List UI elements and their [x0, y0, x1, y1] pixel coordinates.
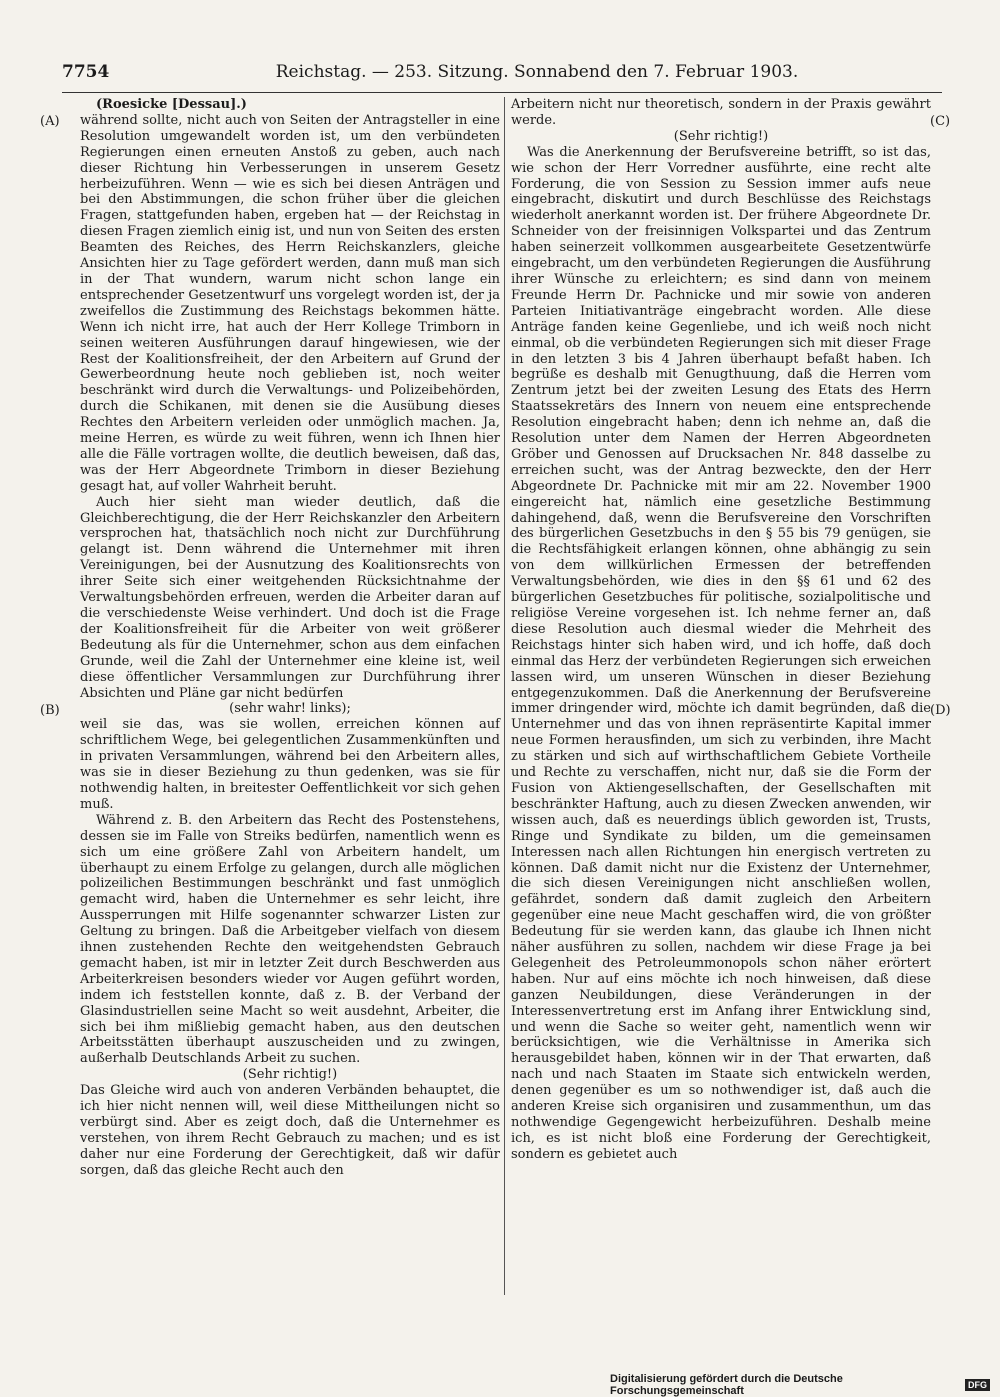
paragraph: weil sie das, was sie wollen, erreichen können auf schriftlichem Wege, bei gelegentlichen Zusammenkünften und in privaten Versammlungen, während bei den Arbeitern alles, was sie in dieser Beziehung zu thun gedenken, was sie für nothwendig halten, in breitester Oeffentlichkeit vor sich gehen muß.: [80, 717, 500, 812]
interjection: (Sehr richtig!): [673, 128, 769, 144]
interjection: (Sehr richtig!): [242, 1067, 338, 1083]
paragraph: Während z. B. den Arbeitern das Recht des Postenstehens, dessen sie im Falle von Streiks bedürfen, namentlich wenn es sich um eine größere Zahl von Arbeitern handelt, um überhaupt zu einem Erfolge zu gelangen, durch alle möglichen polizeilichen Bestimmungen beschränkt und fast unmöglich gemacht wird, haben die Unternehmer es sehr leicht, ihre Aussperrungen mit Hilfe sogenannter schwarzer Listen zur Geltung zu bringen. Daß die Arbeitgeber vielfach von diesem ihnen zustehenden Rechte den weitgehendsten Gebrauch gemacht haben, ist mir in letzter Zeit durch Beschwerden aus Arbeiterkreisen besonders wieder vor Augen geführt worden, indem ich feststellen konnte, daß z. B. der Verband der Glasindustriellen seine Macht so weit ausdehnt, Arbeiter, die sich bei ihm mißliebig gemacht haben, aus den deutschen Arbeitsstätten überhaupt auszuscheiden und zu zwingen, außerhalb Deutschlands Arbeit zu suchen.: [80, 812, 500, 1067]
margin-marker-d: (D): [930, 703, 951, 718]
left-column: [80, 97, 500, 1179]
right-column: [511, 97, 931, 1163]
margin-marker-a: (A): [40, 114, 60, 129]
footer-credit: Digitalisierung gefördert durch die Deutsche Forschungsgemeinschaft: [610, 1373, 843, 1397]
page-number: 7754: [62, 62, 110, 82]
margin-marker-b: (B): [40, 703, 60, 718]
interjection: (sehr wahr! links);: [229, 701, 351, 717]
header-title: Reichstag. — 253. Sitzung. Sonnabend den 7. Februar 1903.: [275, 62, 799, 82]
margin-marker-c: (C): [930, 114, 951, 129]
paragraph: Auch hier sieht man wieder deutlich, daß die Gleichberechtigung, die der Herr Reichskanzler den Arbeitern versprochen hat, thatsächlich noch nicht zur Durchführung gelangt ist. Denn während die Unternehmer mit ihren Vereinigungen, bei der Ausnutzung des Koalitionsrechts von ihrer Seite sich einer weitgehenden Rücksichtnahme der Verwaltungsbehörden erfreuen, werden die Arbeiter daran auf die verschiedenste Weise verhindert. Und doch ist die Frage der Koalitionsfreiheit für die Arbeiter von weit größerer Bedeutung als für die Unternehmer, schon aus dem einfachen Grunde, weil die Zahl der Unternehmer eine kleine ist, weil diese öffentlicher Versammlungen zur Durchführung ihrer Absichten und Pläne gar nicht bedürfen: [80, 494, 500, 701]
header-rule: [62, 92, 942, 93]
footer: [610, 1373, 990, 1397]
column-divider: [504, 97, 505, 1295]
paragraph: während sollte, nicht auch von Seiten der Antragsteller in eine Resolution umgewandelt worden ist, um den verbündeten Regierungen einen erneuten Anstoß zu geben, auch nach dieser Richtung hin Verbesserungen in unserem Gesetz herbeizuführen. Wenn — wie es sich bei diesen Anträgen und bei den Abstimmungen, die schon früher über die gleichen Fragen, stattgefunden haben, ergeben hat — der Reichstag in diesen Fragen ziemlich einig ist, und nun von Seiten des ersten Beamten des Reiches, des Herrn Reichskanzlers, gleiche Ansichten hier zu Tage gefördert werden, dann muß man sich in der That wundern, warum nicht schon lange ein entsprechender Gesetzentwurf uns vorgelegt worden ist, der ja zweifellos die Zustimmung des Reichstags bekommen hätte. Wenn ich nicht irre, hat auch der Herr Kollege Trimborn in seinen weiteren Ausführungen darauf hingewiesen, wie der Rest der Koalitionsfreiheit, der den Arbeitern auf Grund der Gewerbeordnung heute noch geblieben ist, noch weiter beschränkt wird durch die Verwaltungs- und Polizeibehörden, durch die Schikanen, mit denen sie die Ausübung dieses Rechtes den Arbeitern verleiden oder unmöglich machen. Ja, meine Herren, es würde zu weit führen, wenn ich Ihnen hier alle die Fälle vortragen wollte, die deutlich beweisen, daß das, was der Herr Abgeordnete Trimborn in dieser Beziehung gesagt hat, auf voller Wahrheit beruht.: [80, 112, 500, 494]
page-header: [62, 62, 942, 88]
dfg-logo: DFG: [965, 1379, 990, 1391]
paragraph: Das Gleiche wird auch von anderen Verbänden behauptet, die ich hier nicht nennen will, weil diese Mittheilungen nicht so verbürgt sind. Aber es zeigt doch, daß die Unternehmer es verstehen, von ihrem Recht Gebrauch zu machen; und es ist daher nur eine Forderung der Gerechtigkeit, daß wir dafür sorgen, daß das gleiche Recht auch den: [80, 1083, 500, 1178]
speaker-label: (Roesicke [Dessau].): [96, 97, 247, 112]
paragraph: Arbeitern nicht nur theoretisch, sondern in der Praxis gewährt werde.: [511, 97, 931, 128]
paragraph: Was die Anerkennung der Berufsvereine betrifft, so ist das, wie schon der Herr Vorredner ausführte, eine recht alte Forderung, die von Session zu Session immer aufs neue eingebracht, diskutirt und durch Beschlüsse des Reichstags wiederholt anerkannt worden ist. Der frühere Abgeordnete Dr. Schneider von der freisinnigen Volkspartei und das Zentrum haben seinerzeit vollkommen ausgearbeitete Gesetzentwürfe eingebracht, um den verbündeten Regierungen die Ausführung ihrer Wünsche zu erleichtern; es sind dann von meinem Freunde Herrn Dr. Pachnicke und mir sowie von anderen Parteien Initiativanträge eingebracht worden. Alle diese Anträge fanden keine Gegenliebe, und ich weiß noch nicht einmal, ob die verbündeten Regierungen sich mit dieser Frage in den letzten 3 bis 4 Jahren überhaupt befaßt haben. Ich begrüße es deshalb mit Genugthuung, daß die Herren vom Zentrum jetzt bei der zweiten Lesung des Etats des Herrn Staatssekretärs des Innern von neuem eine entsprechende Resolution eingebracht haben; denn ich nehme an, daß die Resolution unter dem Namen der Herren Abgeordneten Gröber und Genossen auf Drucksachen Nr. 848 dasselbe zu erreichen sucht, was der Antrag bezweckte, den der Herr Abgeordnete Dr. Pachnicke mit mir am 22. November 1900 eingereicht hat, nämlich eine gesetzliche Bestimmung dahingehend, daß, wenn die Berufsvereine den Vorschriften des bürgerlichen Gesetzbuchs in den § 55 bis 79 genügen, sie die Rechtsfähigkeit erlangen können, ohne abhängig zu sein von dem willkürlichen Ermessen der betreffenden Verwaltungsbehörden, wie dies in den §§ 61 und 62 des bürgerlichen Gesetzbuches für politische, sozialpolitische und religiöse Vereine vorgesehen ist. Ich nehme ferner an, daß diese Resolution auch diesmal wieder die Mehrheit des Reichstags hinter sich haben wird, und ich hoffe, daß doch einmal das Herz der verbündeten Regierungen sich erweichen lassen wird, um unseren Wünschen in dieser Beziehung entgegenzukommen. Daß die Anerkennung der Berufsvereine immer dringender wird, möchte ich damit begründen, daß die Unternehmer und das von ihnen repräsentirte Kapital immer neue Formen herausfinden, um sich zu verbinden, ihre Macht zu stärken und sich auf wirthschaftlichem Gebiete Vortheile und Rechte zu verschaffen, nicht nur, daß sie die Form der Fusion von Aktiengesellschaften, der Gesellschaften mit beschränkter Haftung, auch zu diesen Zwecken anwenden, wir wissen auch, daß es neuerdings üblich geworden ist, Trusts, Ringe und Syndikate zu bilden, um die gemeinsamen Interessen nach allen Richtungen hin energisch vertreten zu können. Daß damit nicht nur die Existenz der Unternehmer, die sich diesen Vereinigungen nicht anschließen wollen, gefährdet, sondern daß damit zugleich den Arbeitern gegenüber eine neue Macht geschaffen wird, die von größter Bedeutung für sie werden kann, das glaube ich Ihnen nicht näher ausführen zu sollen, nachdem wir diese Frage ja bei Gelegenheit des Petroleummonopols schon näher erörtert haben. Nur auf eins möchte ich noch hinweisen, daß diese ganzen Neubildungen, diese Veränderungen in der Interessenvertretung erst im Anfang ihrer Entwicklung sind, und wenn die Sache so weiter geht, namentlich wenn wir berücksichtigen, wie die Verhältnisse in Amerika sich herausgebildet haben, können wir in der That erwarten, daß nach und nach Staaten im Staate sich entwickeln werden, denen gegenüber es um so nothwendiger ist, daß auch die anderen Kreise sich organisiren und zusammenthun, um das nothwendige Gegengewicht herbeizuführen. Deshalb meine ich, es ist nicht bloß eine Forderung der Gerechtigkeit, sondern es gebietet auch: [511, 144, 931, 1162]
